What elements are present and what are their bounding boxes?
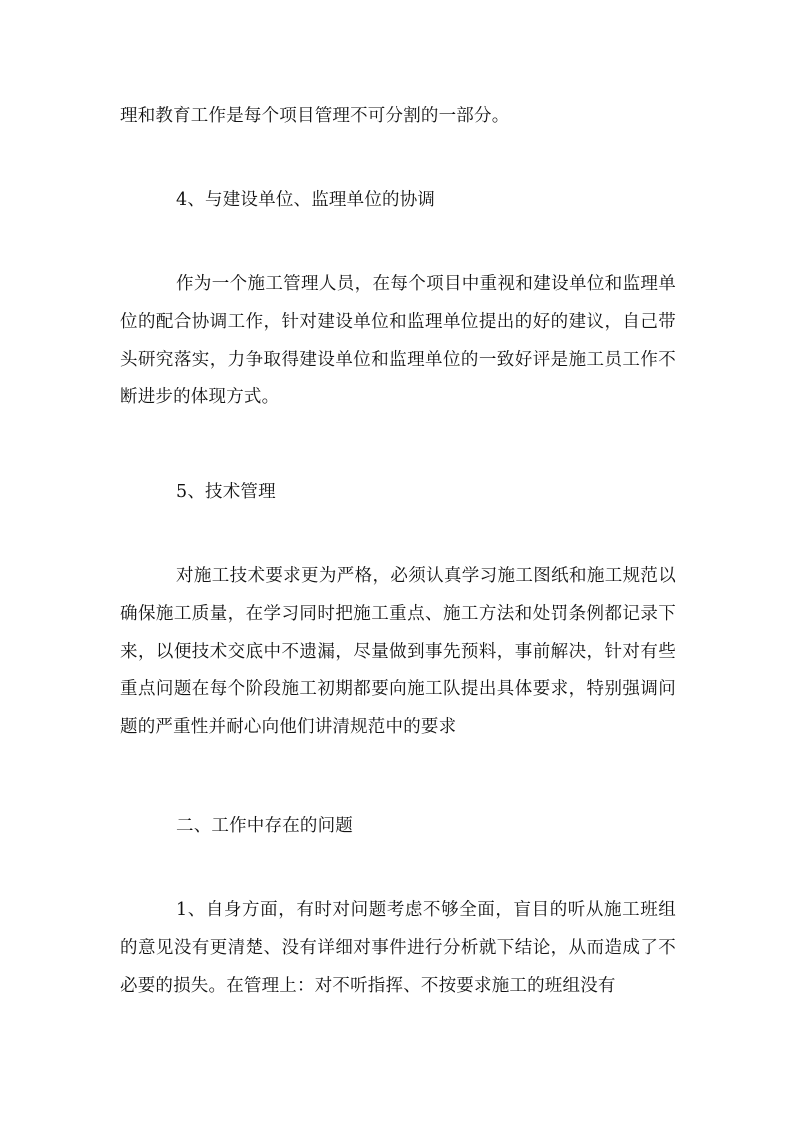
paragraph-coordination: 作为一个施工管理人员，在每个项目中重视和建设单位和监理单位的配合协调工作，针对建设单位和监理单位提出的好的建议，自己带头研究落实，力争取得建设单位和监理单位的一致好评是施工员工作不断进步的体现方式。 bbox=[120, 274, 676, 408]
section-heading-technical-management: 5、技术管理 bbox=[176, 482, 276, 502]
section-heading-problems: 二、工作中存在的问题 bbox=[176, 816, 353, 836]
paragraph-technical-management: 对施工技术要求更为严格，必须认真学习施工图纸和施工规范以确保施工质量，在学习同时把施工重点、施工方法和处罚条例都记录下来，以便技术交底中不遗漏，尽量做到事先预料，事前解决，针对有些重点问题在每个阶段施工初期都要向施工队提出具体要求，特别强调问题的严重性并耐心向他们讲清规范中的要求 bbox=[120, 566, 676, 738]
section-heading-coordination: 4、与建设单位、监理单位的协调 bbox=[176, 190, 436, 210]
paragraph-self-aspect: 1、自身方面，有时对问题考虑不够全面，盲目的听从施工班组的意见没有更清楚、没有详细对事件进行分析就下结论，从而造成了不必要的损失。在管理上：对不听指挥、不按要求施工的班组没有 bbox=[120, 900, 676, 996]
paragraph-continuation: 理和教育工作是每个项目管理不可分割的一部分。 bbox=[120, 106, 510, 126]
